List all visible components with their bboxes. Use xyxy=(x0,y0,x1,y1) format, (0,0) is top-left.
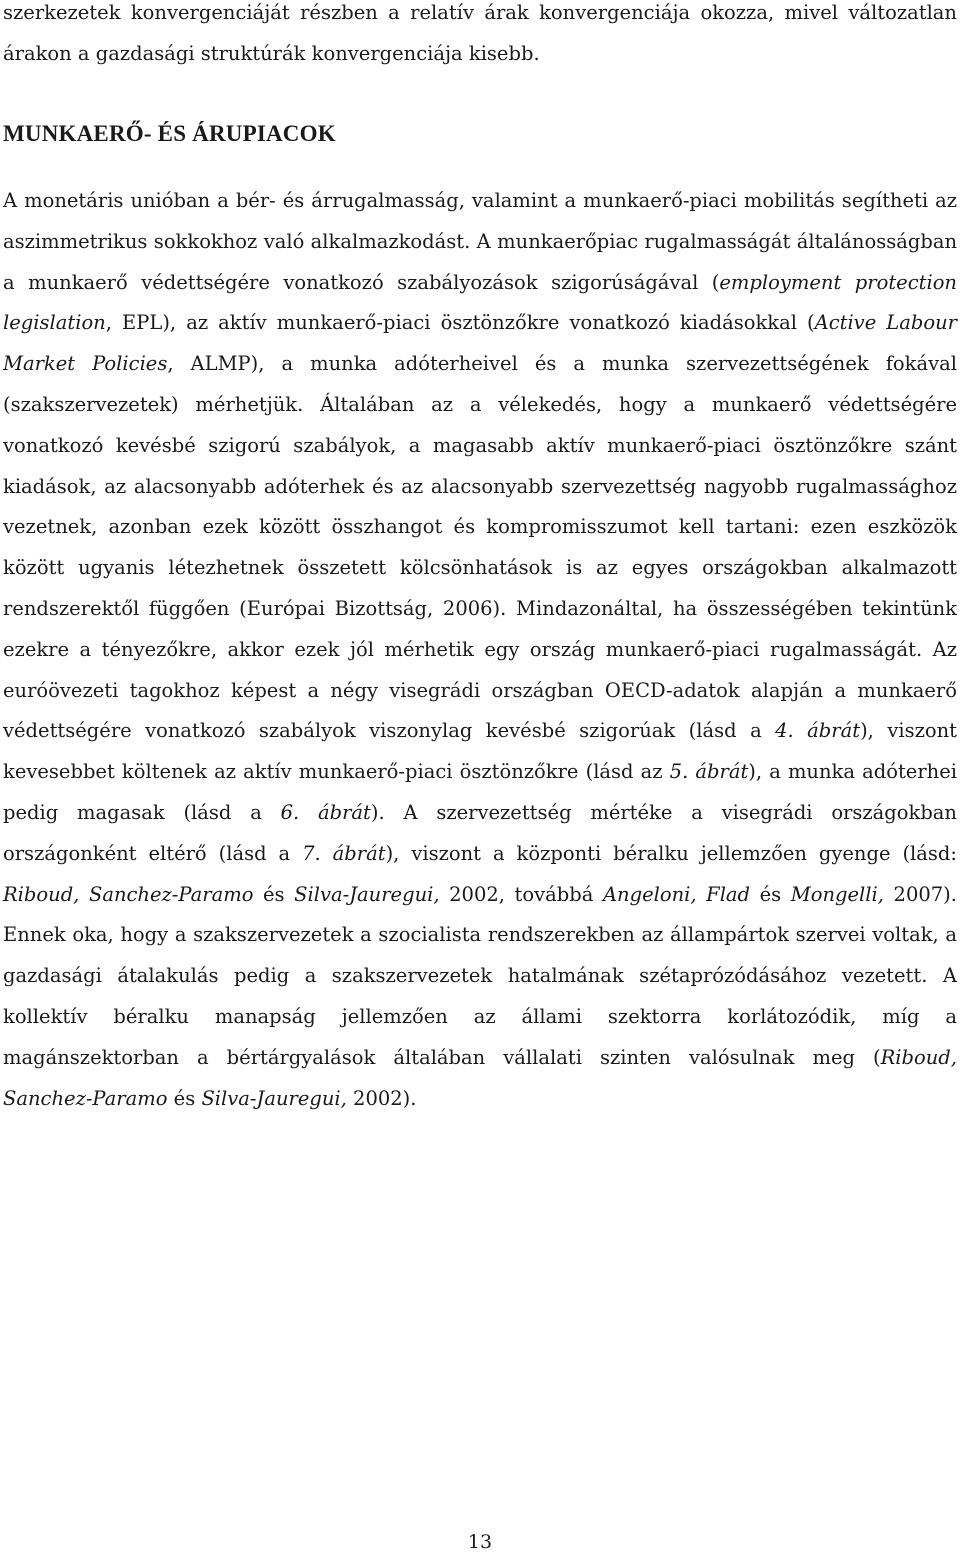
body-text-11: 2007). Ennek oka, hogy a szakszervezetek a szocialista rendszerekben az állampártok szervei voltak, a gazdasági átalakulás pedig a szakszervezetek hatalmának szétaprózódásához vezetett. A kollektív béralku manapság jellemzően az állami szektorra korlátozódik, míg a magánszektorban a bértárgyalások általában vállalati szinten valósulnak meg ( xyxy=(3,882,957,1069)
body-text-9: 2002, továbbá xyxy=(439,882,603,906)
body-text-8: és xyxy=(253,882,295,906)
body-text-10: és xyxy=(750,882,791,906)
citation-author-2: Silva-Jauregui, xyxy=(294,882,440,906)
body-text-1: A monetáris unióban a bér- és árrugalmasság, valamint a munkaerő-piaci mobilitás segítheti az aszimmetrikus sokkokhoz való alkalmazkodást. A munkaerőpiac rugalmasságát általánosságban a munkaerő védettségére vonatkozó szabályozások szigorúságával ( xyxy=(3,189,957,294)
body-text-2: , EPL), az aktív munkaerő-piaci ösztönzőkre vonatkozó kiadásokkal ( xyxy=(105,311,815,335)
body-italic-2: Active Labour Market Policies xyxy=(3,311,957,376)
body-text-7: ), viszont a központi béralku jellemzően gyenge (lásd: xyxy=(385,841,957,865)
figure-ref-5: 5. ábrát xyxy=(669,760,749,784)
body-text-3: , ALMP), a munka adóterheivel és a munka szervezettségének fokával (szakszervezetek) mérhetjük. Általában az a vélekedés, hogy a munkaerő védettségére vonatkozó kevésbé szigorú szabályok, a magasabb aktív munkaerő-piaci ösztönzőkre szánt kiadások, az alacsonyabb adóterhek és az alacsonyabb szervezettség nagyobb rugalmassághoz vezetnek, azonban ezek között összhangot és kompromisszumot kell tartani: ezen eszközök között ugyanis létezhetnek összetett kölcsönhatások is az egyes országokban alkalmazott rendszerektől függően (Európai Bizottság, 2006). Mindazonáltal, ha összességében tekintünk ezekre a tényezőkre, akkor ezek jól mérhetik egy ország munkaerő-piaci rugalmasságát. Az euróövezeti tagokhoz képest a négy visegrádi országban OECD-adatok alapján a munkaerő védettségére vonatkozó szabályok viszonylag kevésbé szigorúak (lásd a xyxy=(3,352,957,743)
figure-ref-6: 6. ábrát xyxy=(280,800,371,824)
section-heading: MUNKAERŐ- ÉS ÁRUPIACOK xyxy=(3,121,336,146)
citation-author-3: Angeloni, Flad xyxy=(602,882,751,906)
body-text-4: ), viszont kevesebbet költenek az aktív munkaerő-piaci ösztönzőkre (lásd az xyxy=(3,719,957,784)
body-text-12: és xyxy=(167,1086,202,1110)
citation-author-1: Riboud, Sanchez-Paramo xyxy=(3,882,254,906)
body-text-13: 2002). xyxy=(346,1086,417,1110)
body-text-5: ), a munka adóterhei pedig magasak (lásd a xyxy=(3,760,957,824)
citation-author-5: Riboud, Sanchez-Paramo xyxy=(3,1045,957,1110)
intro-paragraph: szerkezetek konvergenciáját részben a relatív árak konvergenciája okozza, mivel változatlan árakon a gazdasági struktúrák konvergenciája kisebb. xyxy=(3,1,957,65)
page-number: 13 xyxy=(467,1531,493,1553)
figure-ref-7: 7. ábrát xyxy=(302,841,386,865)
citation-author-6: Silva-Jauregui, xyxy=(201,1086,347,1110)
citation-author-4: Mongelli, xyxy=(790,882,884,906)
body-paragraph xyxy=(3,181,957,1119)
figure-ref-4: 4. ábrát xyxy=(775,719,861,743)
body-italic-1: employment protection legislation xyxy=(3,270,957,335)
body-text-6: ). A szervezettség mértéke a visegrádi országokban országonként eltérő (lásd a xyxy=(3,800,957,865)
